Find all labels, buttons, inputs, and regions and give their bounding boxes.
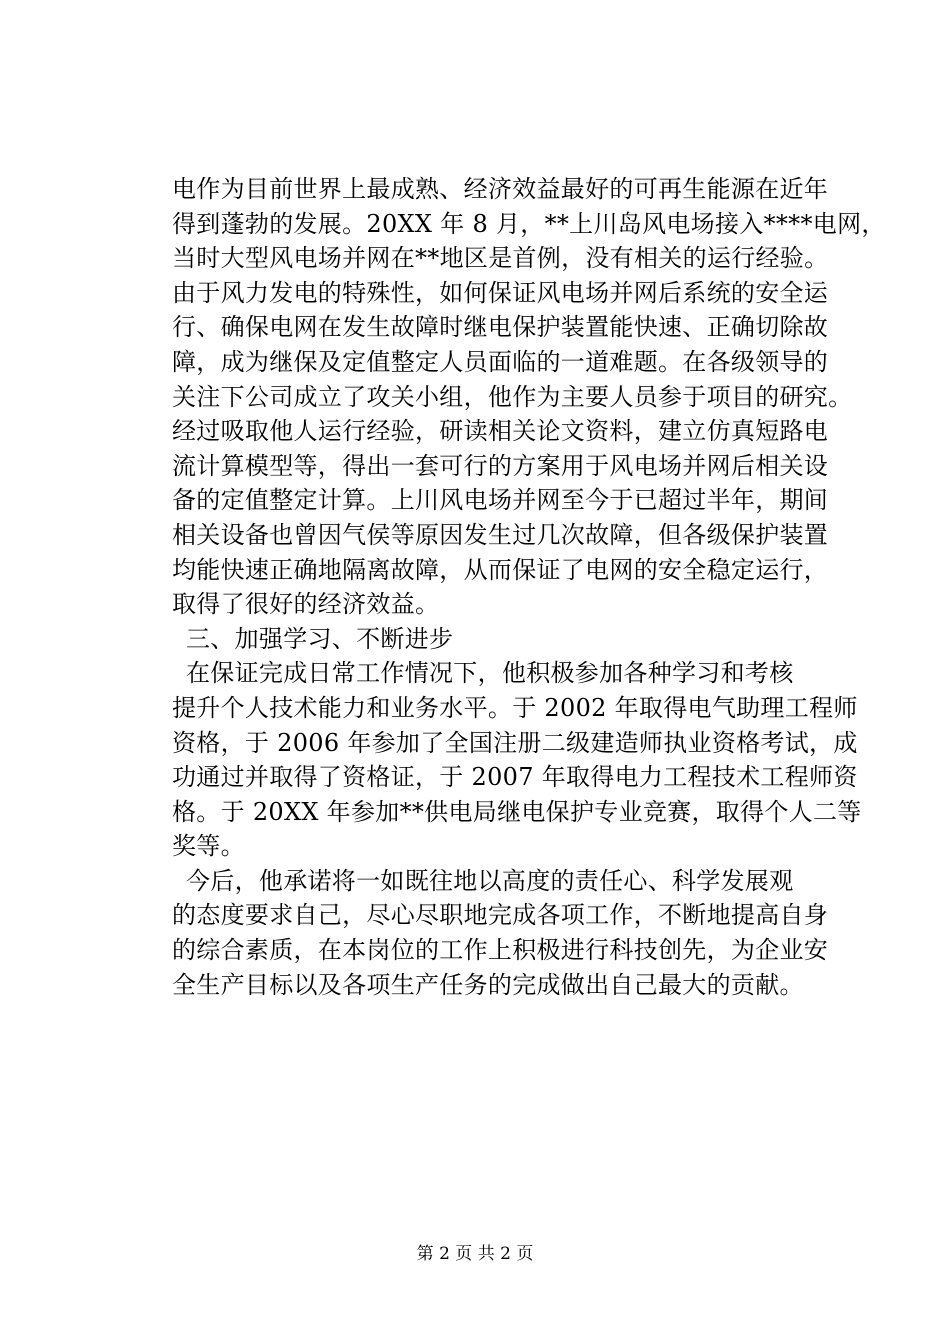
section-heading: 三、加强学习、不断进步 xyxy=(186,624,454,653)
text-line: 得到蓬勃的发展。20XX 年 8 月，**上川岛风电场接入****电网， xyxy=(172,209,886,238)
text-line: 的态度要求自己，尽心尽职地完成各项工作，不断地提高自身 xyxy=(172,901,829,930)
text-line: 在保证完成日常工作情况下，他积极参加各种学习和考核 xyxy=(186,659,794,688)
text-line: 全生产目标以及各项生产任务的完成做出自己最大的贡献。 xyxy=(172,970,804,999)
text-line: 当时大型风电场并网在**地区是首例，没有相关的运行经验。 xyxy=(172,244,829,273)
page-number: 第 2 页 共 2 页 xyxy=(416,1244,534,1264)
text-line: 障，成为继保及定值整定人员面临的一道难题。在各级领导的 xyxy=(172,347,829,376)
text-line: 行、确保电网在发生故障时继电保护装置能快速、正确切除故 xyxy=(172,313,829,342)
text-line: 的综合素质，在本岗位的工作上积极进行科技创先，为企业安 xyxy=(172,936,829,965)
text-line: 由于风力发电的特殊性，如何保证风电场并网后系统的安全运 xyxy=(172,278,829,307)
text-line: 均能快速正确地隔离故障，从而保证了电网的安全稳定运行， xyxy=(172,555,829,584)
text-line: 今后，他承诺将一如既往地以高度的责任心、科学发展观 xyxy=(186,866,794,895)
text-line: 电作为目前世界上最成熟、经济效益最好的可再生能源在近年 xyxy=(172,175,829,203)
text-line: 经过吸取他人运行经验，研读相关论文资料，建立仿真短路电 xyxy=(172,417,829,446)
text-line: 流计算模型等，得出一套可行的方案用于风电场并网后相关设 xyxy=(172,451,829,480)
text-line: 取得了很好的经济效益。 xyxy=(172,590,440,619)
text-line: 功通过并取得了资格证，于 2007 年取得电力工程技术工程师资 xyxy=(172,763,858,792)
text-line: 格。于 20XX 年参加**供电局继电保护专业竞赛，取得个人二等 xyxy=(172,797,862,826)
text-line: 备的定值整定计算。上川风电场并网至今于已超过半年，期间 xyxy=(172,486,829,515)
text-line: 资格，于 2006 年参加了全国注册二级建造师执业资格考试，成 xyxy=(172,728,858,757)
document-body xyxy=(172,172,886,1002)
text-line: 奖等。 xyxy=(172,832,245,861)
text-line: 关注下公司成立了攻关小组，他作为主要人员参于项目的研究。 xyxy=(172,382,853,411)
page-footer xyxy=(0,1244,950,1264)
text-line: 提升个人技术能力和业务水平。于 2002 年取得电气助理工程师 xyxy=(172,693,858,722)
text-line: 相关设备也曾因气侯等原因发生过几次故障，但各级保护装置 xyxy=(172,520,829,549)
